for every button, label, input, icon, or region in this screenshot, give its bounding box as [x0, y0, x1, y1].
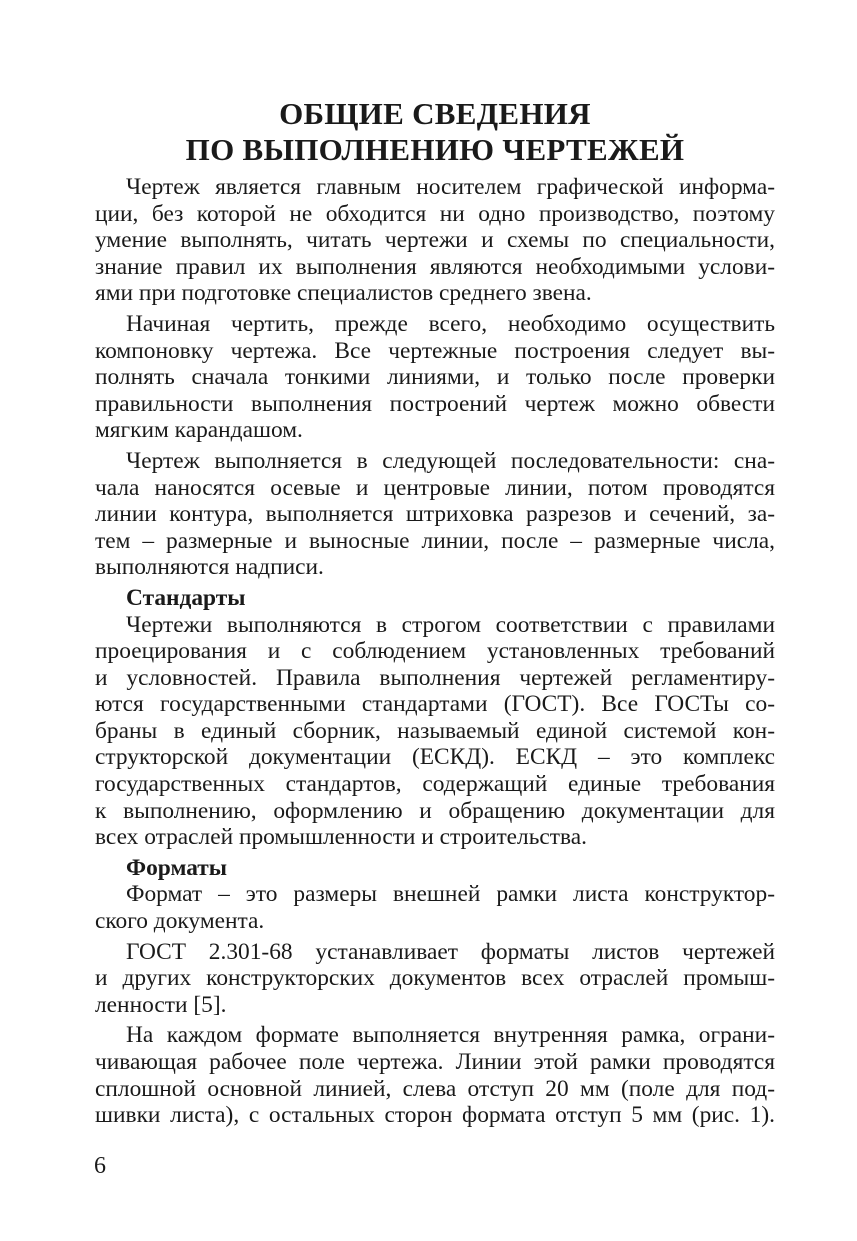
paragraph-standards [95, 612, 775, 851]
text-line: ГОСТ 2.301-68 устанавливает форматы листов чертежей [126, 938, 775, 965]
text-line: всех отраслей промышленности и строительства. [95, 824, 587, 851]
text-line: выполняются надписи. [95, 554, 324, 581]
text-line: На каждом формате выполняется внутренняя рамка, ограни- [126, 1022, 775, 1049]
title-line-2: ПО ВЫПОЛНЕНИЮ ЧЕРТЕЖЕЙ [185, 132, 685, 167]
section-heading-formats: Форматы [126, 854, 228, 881]
paragraph-intro [95, 174, 775, 307]
page-title [95, 96, 775, 168]
text-line: и условностей. Правила выполнения чертежей регламентиру- [95, 664, 775, 691]
title-line-1: ОБЩИЕ СВЕДЕНИЯ [279, 96, 591, 131]
text-line: к выполнению, оформлению и обращению документации для [95, 797, 775, 824]
section-heading-standards: Стандарты [126, 584, 246, 611]
paragraph-layout [95, 311, 775, 444]
text-line: браны в единый сборник, называемый единой системой кон- [95, 717, 775, 744]
text-line: ями при подготовке специалистов среднего звена. [95, 280, 592, 307]
text-line: и других конструкторских документов всех отраслей промыш- [95, 965, 775, 992]
paragraph-format-definition [95, 881, 775, 934]
paragraph-gost [95, 939, 775, 1019]
text-line: сплошной основной линией, слева отступ 20 мм (поле для под- [95, 1075, 775, 1102]
text-line: чала наносятся осевые и центровые линии, потом проводятся [95, 474, 775, 501]
text-line: компоновку чертежа. Все чертежные построения следует вы- [95, 337, 775, 364]
text-line: ции, без которой не обходится ни одно производство, поэтому [95, 200, 775, 227]
text-line: мягким карандашом. [95, 417, 303, 444]
text-line: структорской документации (ЕСКД). ЕСКД – это комплекс [95, 744, 775, 771]
text-line: проецирования и с соблюдением установленных требований [95, 638, 775, 665]
text-line: Чертеж является главным носителем графической информа- [126, 174, 775, 200]
text-line: тем – размерные и выносные линии, после – размерные числа, [95, 527, 775, 554]
text-line: чивающая рабочее поле чертежа. Линии этой рамки проводятся [95, 1049, 775, 1075]
text-line: знание правил их выполнения являются необходимыми услови- [95, 253, 775, 280]
text-line: шивки листа), с остальных сторон формата отступ 5 мм (рис. 1). [95, 1102, 775, 1129]
text-line: полнять сначала тонкими линиями, и только после проверки [95, 364, 775, 391]
text-line: ются государственными стандартами (ГОСТ). Все ГОСТы со- [95, 691, 775, 718]
text-line: Формат – это размеры внешней рамки листа конструктор- [126, 881, 775, 908]
text-line: линии контура, выполняется штриховка разрезов и сечений, за- [95, 501, 775, 528]
text-line: Чертежи выполняются в строгом соответствии с правилами [126, 611, 775, 638]
text-line: умение выполнять, читать чертежи и схемы по специальности, [95, 227, 775, 254]
text-line: ленности [5]. [95, 991, 227, 1018]
page-content [95, 96, 775, 1133]
page-number: 6 [94, 1153, 106, 1179]
text-line: Начиная чертить, прежде всего, необходимо осуществить [126, 310, 775, 337]
paragraph-inner-frame [95, 1022, 775, 1128]
text-line: правильности выполнения построений чертеж можно обвести [95, 390, 775, 417]
text-line: государственных стандартов, содержащий единые требования [95, 771, 775, 798]
text-line: ского документа. [95, 908, 265, 935]
text-line: Чертеж выполняется в следующей последовательности: сна- [126, 447, 775, 474]
paragraph-sequence [95, 448, 775, 581]
